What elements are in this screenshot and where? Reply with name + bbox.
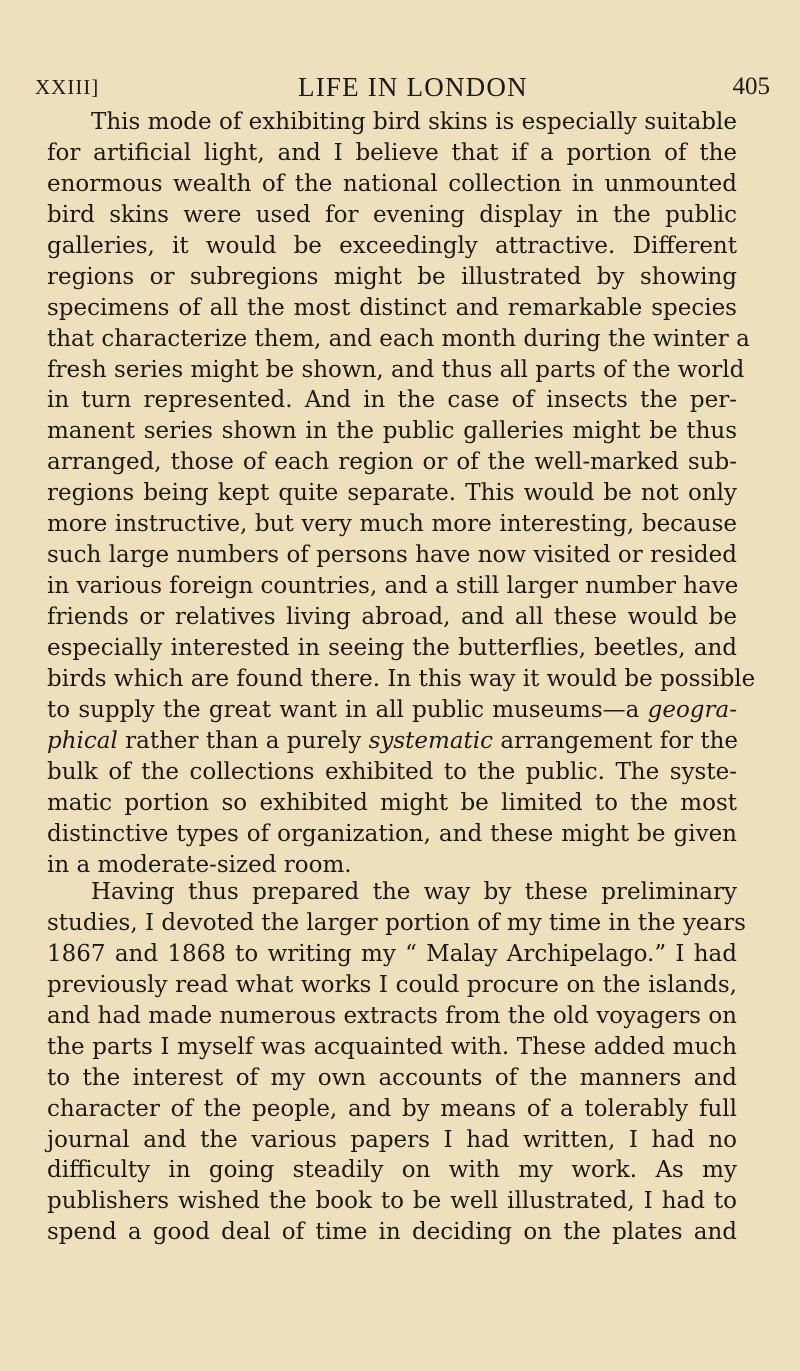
text-line-with-italic-terms [47,726,737,757]
page-number: 405 [732,73,770,100]
text-line: 1867 and 1868 to writing my “ Malay Archipelago.” I had [47,940,737,967]
text-line: regions being kept quite separate. This would be not only [47,480,737,507]
text-line: fresh series might be shown, and thus all parts of the world [47,356,745,383]
text-line: galleries, it would be exceedingly attractive. Different [47,232,737,259]
text-line: publishers wished the book to be well illustrated, I had to [47,1188,737,1215]
line-text-before-italic: to supply the great want in all public museums—a [47,696,648,723]
italic-term-systematic: systematic [368,727,494,754]
running-header [35,70,770,104]
line-text-after-italic: arrangement for the [493,727,739,754]
text-line: the parts I myself was acquainted with. These added much [47,1033,737,1060]
text-line: bulk of the collections exhibited to the public. The syste- [47,758,737,785]
body-paragraph [47,877,746,1248]
text-line: friends or relatives living abroad, and all these would be [47,604,737,630]
text-line: in various foreign countries, and a still larger number have [47,573,739,600]
text-line: for artificial light, and I believe that if a portion of the [47,139,737,166]
text-line: arranged, those of each region or of the well-marked sub- [47,449,737,476]
text-line: specimens of all the most distinct and remarkable species [47,294,737,321]
text-line: matic portion so exhibited might be limited to the most [47,789,737,816]
text-line: bird skins were used for evening display in the public [47,201,737,228]
text-line: especially interested in seeing the butterflies, beetles, and [47,634,737,661]
running-title: LIFE IN LONDON [298,72,528,102]
text-line: difficulty in going steadily on with my work. As my [47,1157,737,1184]
text-line: regions or subregions might be illustrated by showing [47,263,737,290]
text-line: in a moderate-sized room. [47,851,352,878]
text-line: previously read what works I could procure on the islands, [47,971,737,998]
text-line: journal and the various papers I had written, I had no [47,1126,737,1153]
text-line: more instructive, but very much more interesting, because [47,511,737,538]
text-line: This mode of exhibiting bird skins is especially suitable [91,109,737,135]
text-line: manent series shown in the public galleries might be thus [47,418,737,445]
text-line: Having thus prepared the way by these preliminary [91,879,737,905]
text-line: distinctive types of organization, and these might be given [47,820,737,847]
text-line-with-italic-term [47,695,737,726]
body-paragraph [47,107,756,880]
italic-term-geographical: geogra- [647,696,737,723]
text-line: spend a good deal of time in deciding on the plates and [47,1219,737,1246]
text-line: that characterize them, and each month during the winter a [47,325,750,352]
text-line: to the interest of my own accounts of the manners and [47,1064,737,1091]
text-line: enormous wealth of the national collection in unmounted [47,170,737,197]
italic-term-phical: phical [47,727,118,754]
text-line: such large numbers of persons have now visited or resided [47,542,737,569]
chapter-marker: XXIII] [35,75,100,99]
text-line: in turn represented. And in the case of insects the per- [47,387,737,414]
text-line: birds which are found there. In this way it would be possible [47,665,756,692]
text-line: and had made numerous extracts from the old voyagers on [47,1002,737,1029]
text-line: character of the people, and by means of a tolerably full [47,1095,737,1122]
text-line: studies, I devoted the larger portion of my time in the years [47,909,746,936]
line-text-middle: rather than a purely [117,727,369,754]
